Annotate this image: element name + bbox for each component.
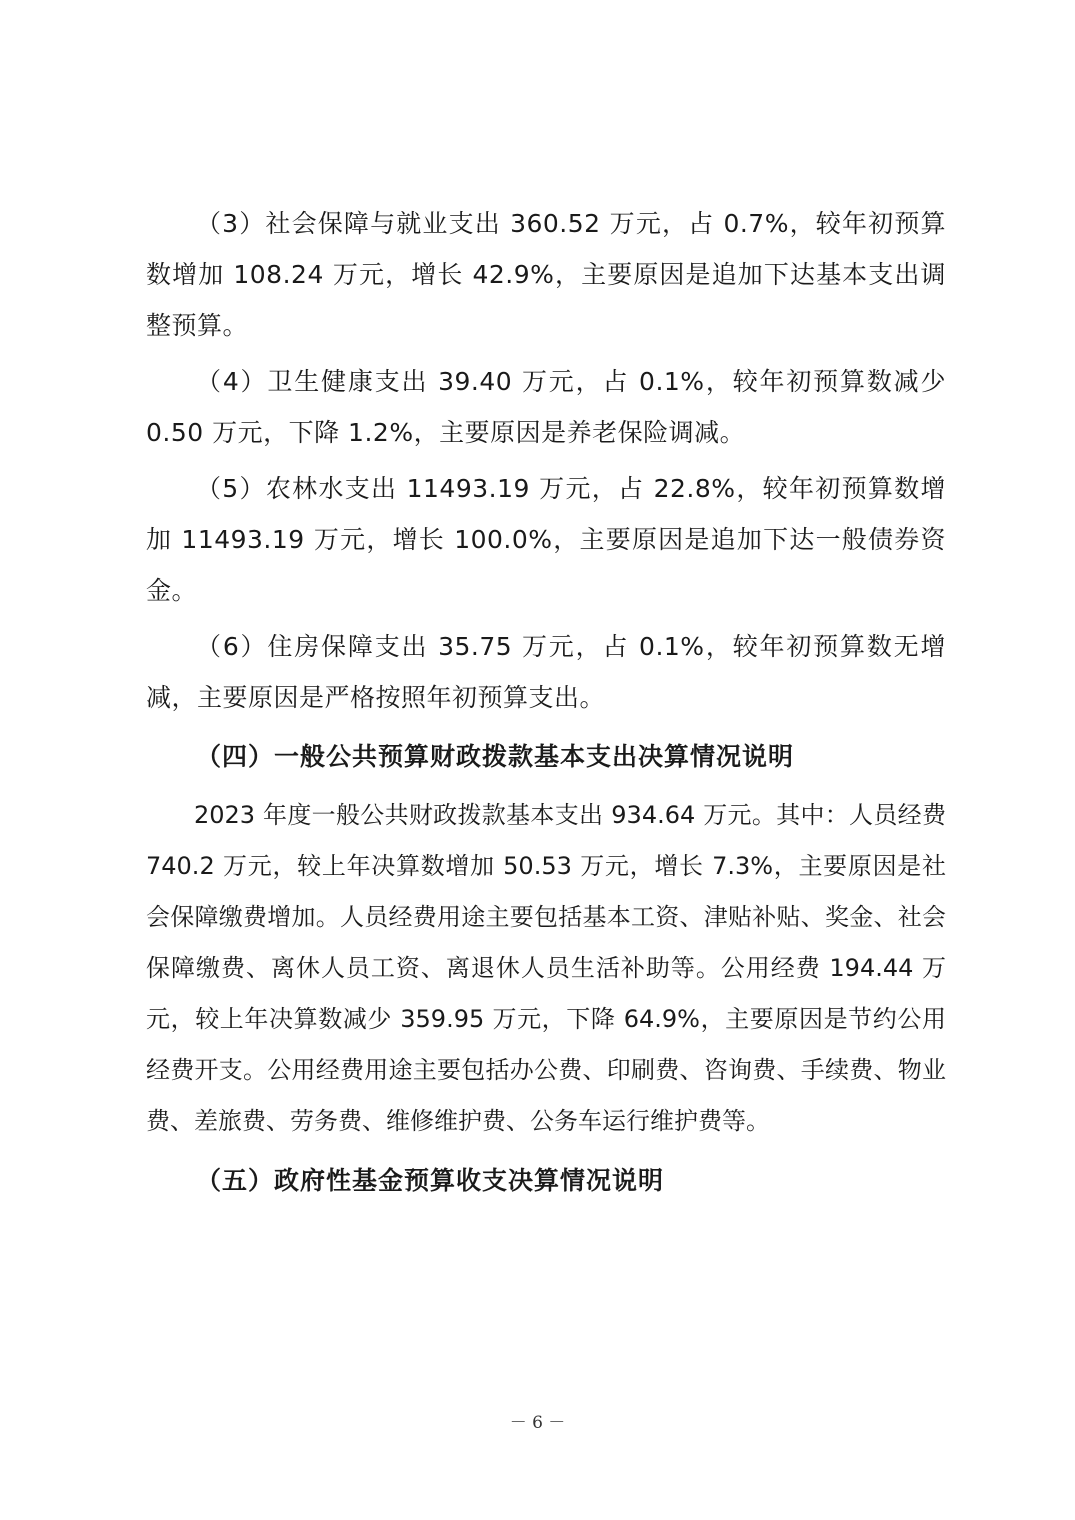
paragraph-social-security: （3）社会保障与就业支出 360.52 万元，占 0.7%，较年初预算数增加 108.24 万元，增长 42.9%，主要原因是追加下达基本支出调整预算。	[146, 209, 946, 340]
paragraph-agriculture: （5）农林水支出 11493.19 万元，占 22.8%，较年初预算数增加 11493.19 万元，增长 100.0%，主要原因是追加下达一般债券资金。	[146, 474, 946, 605]
paragraph-health: （4）卫生健康支出 39.40 万元，占 0.1%，较年初预算数减少 0.50 万元，下降 1.2%，主要原因是养老保险调减。	[146, 367, 946, 447]
section-4-body: 2023 年度一般公共财政拨款基本支出 934.64 万元。其中：人员经费 740.2 万元，较上年决算数增加 50.53 万元，增长 7.3%，主要原因是社会保障缴费增加。人员经费用途主要包括基本工资、津贴补贴、奖金、社会保障缴费、离休人员工资、离退休人员生活补助等。公用经费 194.44 万元，较上年决算数减少 359.95 万元，下降 64.9%，主要原因是节约公用经费开支。公用经费用途主要包括办公费、印刷费、咨询费、手续费、物业费、差旅费、劳务费、维修维护费、公务车运行维护费等。	[146, 801, 946, 1135]
page-number: － 6 －	[509, 1413, 566, 1433]
section-heading-4: （四）一般公共预算财政拨款基本支出决算情况说明	[196, 742, 795, 771]
section-heading-5: （五）政府性基金预算收支决算情况说明	[196, 1166, 665, 1195]
document-body	[146, 198, 946, 1214]
paragraph-housing: （6）住房保障支出 35.75 万元，占 0.1%，较年初预算数无增减，主要原因是严格按照年初预算支出。	[146, 632, 946, 712]
